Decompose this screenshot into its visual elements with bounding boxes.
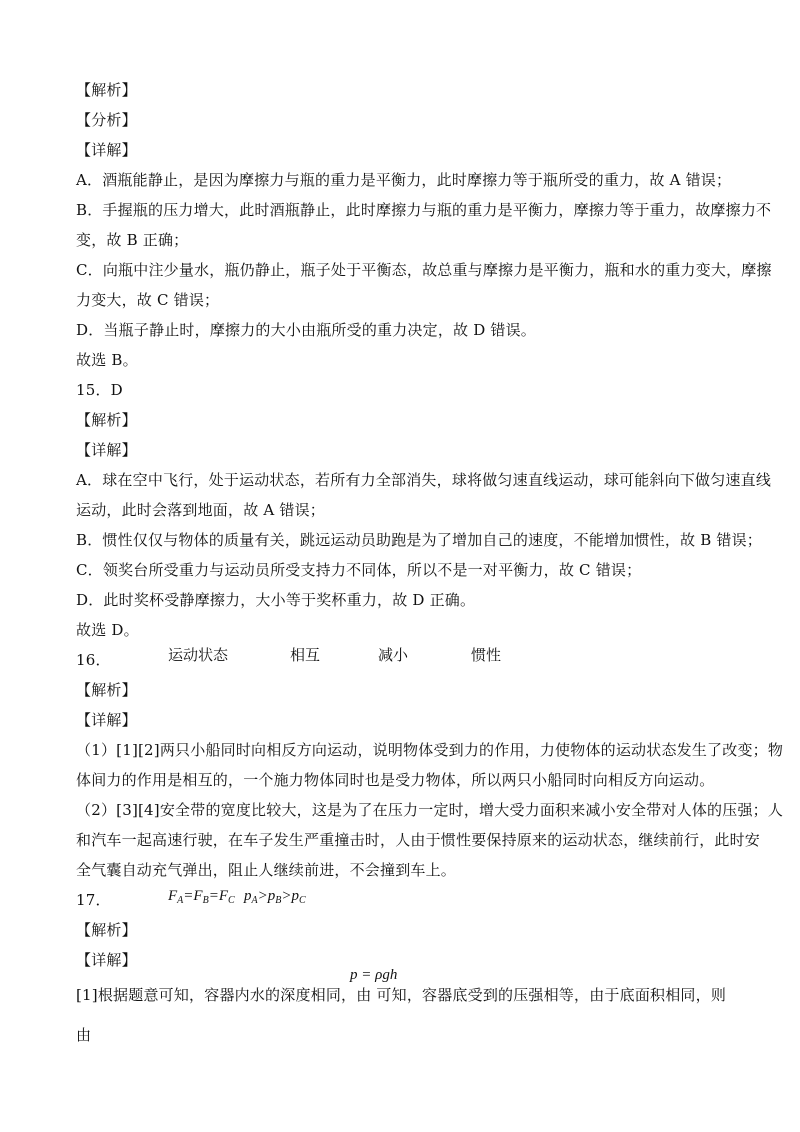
text-line: （2）[3][4]安全带的宽度比较大，这是为了在压力一定时，增大受力面积来减小安全带对人体的压强；人 [76, 801, 784, 819]
text-line: 15．D [76, 381, 123, 399]
text-line: 【详解】 [76, 441, 137, 459]
q16-answer-4: 惯性 [471, 646, 502, 664]
text-line: 力变大，故 C 错误； [76, 291, 220, 309]
text-line: 17． [76, 891, 111, 909]
text-line: 16． [76, 651, 111, 669]
text-line: 【详解】 [76, 951, 137, 969]
pressure-formula: p = ρgh [350, 967, 398, 983]
text-line: 全气囊自动充气弹出，阻止人继续前进，不会撞到车上。 [76, 861, 457, 879]
text-line: [1]根据题意可知，容器内水的深度相同，由 可知，容器底受到的压强相等，由于底面积相同，则 [76, 986, 727, 1004]
text-line: D．当瓶子静止时，摩擦力的大小由瓶所受的重力决定，故 D 错误。 [76, 321, 536, 339]
text-line: A．酒瓶能静止，是因为摩擦力与瓶的重力是平衡力，此时摩擦力等于瓶所受的重力，故 A 错误； [76, 171, 732, 189]
text-line: 【解析】 [76, 411, 137, 429]
q16-answer-3: 减小 [378, 646, 409, 664]
text-line: 变，故 B 正确； [76, 231, 189, 249]
text-line: 故选 D。 [76, 621, 139, 639]
q17-answer-pressure: $p_A>p_B>p_C$ [244, 888, 306, 906]
q17-answer-force: $F_A=F_B=F_C$ [168, 888, 235, 906]
text-line: 运动，此时会落到地面，故 A 错误； [76, 501, 325, 519]
text-line: （1）[1][2]两只小船同时向相反方向运动，说明物体受到力的作用，力使物体的运动状态发生了改变；物 [76, 741, 784, 759]
text-line: 故选 B。 [76, 351, 138, 369]
text-line: C．领奖台所受重力与运动员所受支持力不同体，所以不是一对平衡力，故 C 错误； [76, 561, 642, 579]
text-line: C．向瓶中注少量水，瓶仍静止，瓶子处于平衡态，故总重与摩擦力是平衡力，瓶和水的重力变大，摩擦 [76, 261, 772, 279]
q16-answer-2: 相互 [290, 646, 321, 664]
text-line: 由 [76, 1026, 92, 1044]
text-line: D．此时奖杯受静摩擦力，大小等于奖杯重力，故 D 正确。 [76, 591, 476, 609]
text-line: 【解析】 [76, 81, 137, 99]
text-line: B．惯性仅仅与物体的质量有关，跳远运动员助跑是为了增加自己的速度，不能增加惯性，故 B 错误； [76, 531, 762, 549]
text-line: 【详解】 [76, 711, 137, 729]
q16-answer-1: 运动状态 [168, 646, 229, 664]
text-line: 【解析】 [76, 921, 137, 939]
text-line: B．手握瓶的压力增大，此时酒瓶静止，此时摩擦力与瓶的重力是平衡力，摩擦力等于重力，故摩擦力不 [76, 201, 772, 219]
text-line: A．球在空中飞行，处于运动状态，若所有力全部消失，球将做匀速直线运动，球可能斜向下做匀速直线 [76, 471, 772, 489]
text-line: 和汽车一起高速行驶，在车子发生严重撞击时，人由于惯性要保持原来的运动状态，继续前行，此时安 [76, 831, 761, 849]
text-line: 【详解】 [76, 141, 137, 159]
text-line: 体间力的作用是相互的，一个施力物体同时也是受力物体，所以两只小船同时向相反方向运动。 [76, 771, 715, 789]
text-line: 【解析】 [76, 681, 137, 699]
text-line: 【分析】 [76, 111, 137, 129]
